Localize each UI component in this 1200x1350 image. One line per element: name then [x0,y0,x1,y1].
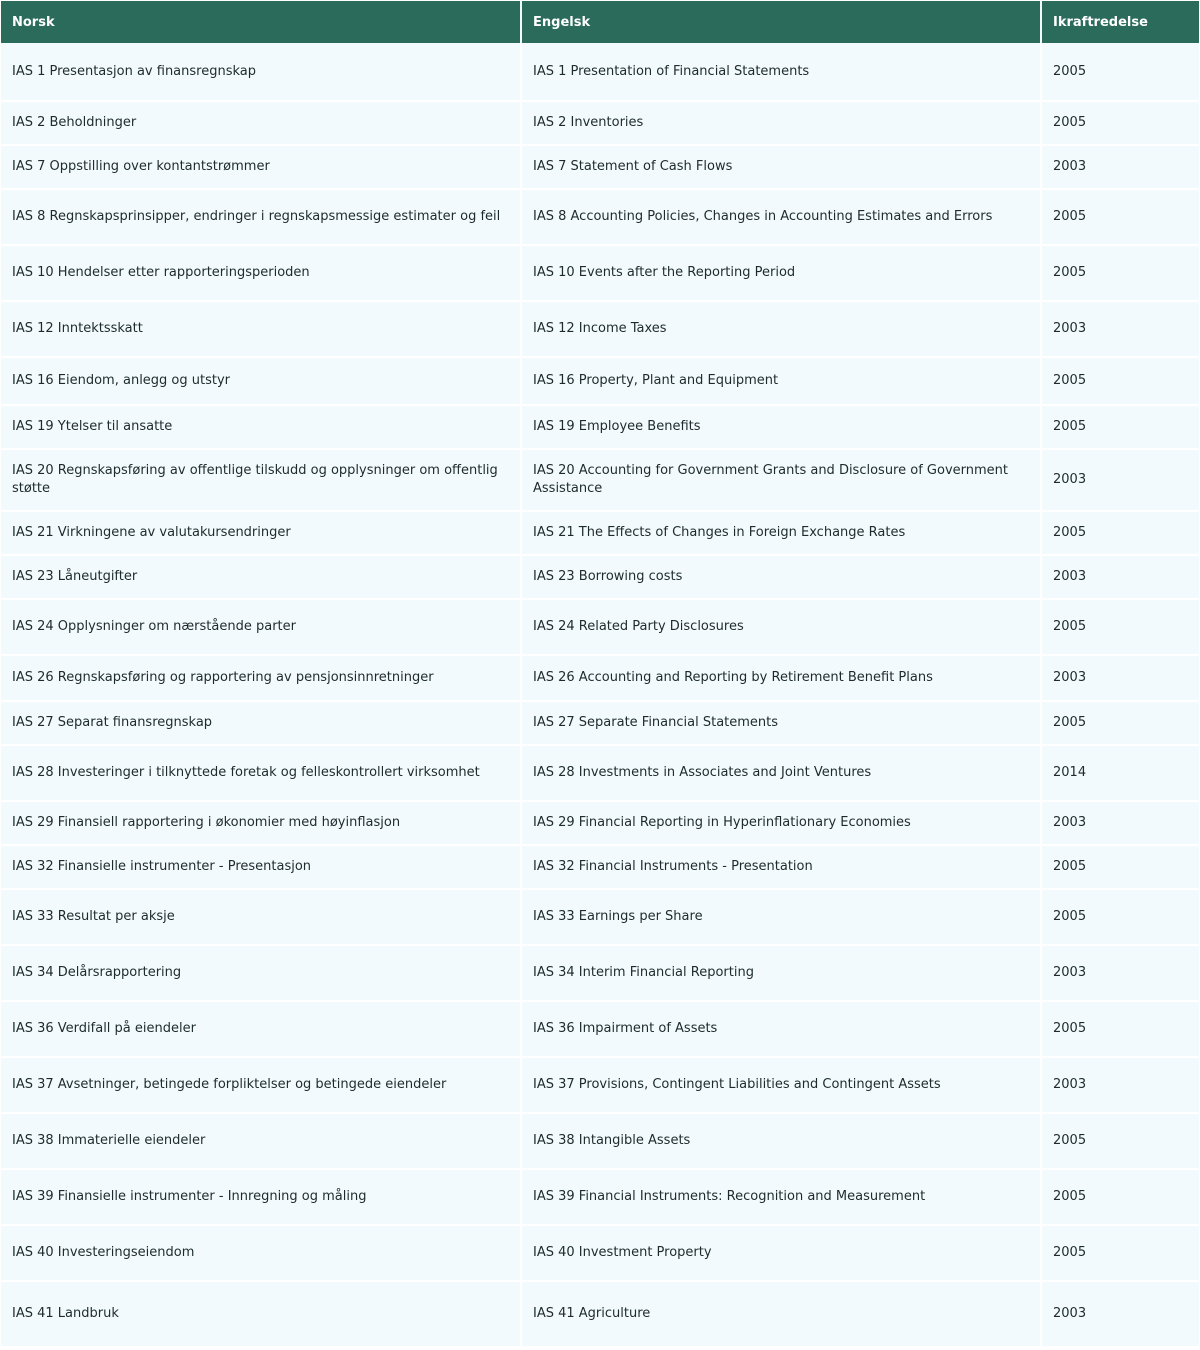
cell-norsk: IAS 33 Resultat per aksje [1,889,521,945]
cell-engelsk: IAS 8 Accounting Policies, Changes in Accounting Estimates and Errors [521,189,1041,245]
table-row [1,357,1199,405]
cell-ikraftredelse: 2003 [1041,145,1199,189]
table-body [1,43,1199,1347]
table-row [1,43,1199,101]
cell-engelsk: IAS 28 Investments in Associates and Joint Ventures [521,745,1041,801]
cell-engelsk: IAS 39 Financial Instruments: Recognition and Measurement [521,1169,1041,1225]
cell-engelsk: IAS 20 Accounting for Government Grants and Disclosure of Government Assistance [521,449,1041,511]
cell-norsk: IAS 27 Separat finansregnskap [1,701,521,745]
cell-engelsk: IAS 19 Employee Benefits [521,405,1041,449]
cell-engelsk: IAS 2 Inventories [521,101,1041,145]
cell-norsk: IAS 16 Eiendom, anlegg og utstyr [1,357,521,405]
cell-ikraftredelse: 2005 [1041,701,1199,745]
cell-engelsk: IAS 10 Events after the Reporting Period [521,245,1041,301]
cell-engelsk: IAS 26 Accounting and Reporting by Retirement Benefit Plans [521,655,1041,701]
cell-ikraftredelse: 2005 [1041,1225,1199,1281]
cell-ikraftredelse: 2003 [1041,449,1199,511]
cell-ikraftredelse: 2003 [1041,801,1199,845]
cell-ikraftredelse: 2003 [1041,1281,1199,1347]
cell-ikraftredelse: 2003 [1041,655,1199,701]
table-row [1,555,1199,599]
cell-ikraftredelse: 2003 [1041,301,1199,357]
cell-ikraftredelse: 2005 [1041,357,1199,405]
cell-norsk: IAS 32 Finansielle instrumenter - Presentasjon [1,845,521,889]
cell-norsk: IAS 34 Delårsrapportering [1,945,521,1001]
cell-engelsk: IAS 33 Earnings per Share [521,889,1041,945]
cell-norsk: IAS 29 Finansiell rapportering i økonomier med høyinflasjon [1,801,521,845]
table-row [1,701,1199,745]
cell-ikraftredelse: 2005 [1041,405,1199,449]
cell-ikraftredelse: 2005 [1041,245,1199,301]
cell-ikraftredelse: 2005 [1041,889,1199,945]
cell-norsk: IAS 37 Avsetninger, betingede forpliktelser og betingede eiendeler [1,1057,521,1113]
cell-norsk: IAS 26 Regnskapsføring og rapportering av pensjonsinnretninger [1,655,521,701]
cell-ikraftredelse: 2005 [1041,1169,1199,1225]
table-header-row [1,1,1199,43]
cell-ikraftredelse: 2005 [1041,599,1199,655]
table-row [1,1001,1199,1057]
table-row [1,511,1199,555]
table-row [1,655,1199,701]
cell-engelsk: IAS 38 Intangible Assets [521,1113,1041,1169]
cell-engelsk: IAS 37 Provisions, Contingent Liabilities and Contingent Assets [521,1057,1041,1113]
column-header-ikraftredelse: Ikraftredelse [1041,1,1199,43]
column-header-norsk: Norsk [1,1,521,43]
cell-engelsk: IAS 40 Investment Property [521,1225,1041,1281]
table-row [1,889,1199,945]
cell-norsk: IAS 24 Opplysninger om nærstående parter [1,599,521,655]
cell-ikraftredelse: 2003 [1041,1057,1199,1113]
table-row [1,101,1199,145]
cell-engelsk: IAS 24 Related Party Disclosures [521,599,1041,655]
cell-norsk: IAS 7 Oppstilling over kontantstrømmer [1,145,521,189]
cell-engelsk: IAS 16 Property, Plant and Equipment [521,357,1041,405]
cell-ikraftredelse: 2005 [1041,43,1199,101]
cell-norsk: IAS 40 Investeringseiendom [1,1225,521,1281]
cell-norsk: IAS 19 Ytelser til ansatte [1,405,521,449]
table-row [1,449,1199,511]
table-row [1,1057,1199,1113]
cell-engelsk: IAS 7 Statement of Cash Flows [521,145,1041,189]
standards-table [1,1,1199,1348]
cell-norsk: IAS 23 Låneutgifter [1,555,521,599]
cell-norsk: IAS 41 Landbruk [1,1281,521,1347]
cell-norsk: IAS 12 Inntektsskatt [1,301,521,357]
cell-engelsk: IAS 21 The Effects of Changes in Foreign Exchange Rates [521,511,1041,555]
cell-engelsk: IAS 34 Interim Financial Reporting [521,945,1041,1001]
cell-norsk: IAS 2 Beholdninger [1,101,521,145]
cell-ikraftredelse: 2005 [1041,845,1199,889]
table-row [1,945,1199,1001]
cell-ikraftredelse: 2005 [1041,101,1199,145]
cell-norsk: IAS 36 Verdifall på eiendeler [1,1001,521,1057]
cell-engelsk: IAS 1 Presentation of Financial Statements [521,43,1041,101]
table-row [1,801,1199,845]
cell-norsk: IAS 20 Regnskapsføring av offentlige tilskudd og opplysninger om offentlig støtte [1,449,521,511]
table-row [1,1113,1199,1169]
cell-norsk: IAS 1 Presentasjon av finansregnskap [1,43,521,101]
table-row [1,1281,1199,1347]
cell-ikraftredelse: 2005 [1041,1113,1199,1169]
table-row [1,245,1199,301]
cell-engelsk: IAS 41 Agriculture [521,1281,1041,1347]
table-row [1,405,1199,449]
cell-ikraftredelse: 2003 [1041,555,1199,599]
cell-norsk: IAS 10 Hendelser etter rapporteringsperioden [1,245,521,301]
cell-ikraftredelse: 2005 [1041,189,1199,245]
cell-norsk: IAS 38 Immaterielle eiendeler [1,1113,521,1169]
table-row [1,189,1199,245]
table-row [1,745,1199,801]
cell-engelsk: IAS 29 Financial Reporting in Hyperinflationary Economies [521,801,1041,845]
cell-ikraftredelse: 2005 [1041,511,1199,555]
cell-norsk: IAS 28 Investeringer i tilknyttede foretak og felleskontrollert virksomhet [1,745,521,801]
table-row [1,1225,1199,1281]
table-row [1,599,1199,655]
cell-engelsk: IAS 12 Income Taxes [521,301,1041,357]
cell-norsk: IAS 8 Regnskapsprinsipper, endringer i regnskapsmessige estimater og feil [1,189,521,245]
cell-ikraftredelse: 2003 [1041,945,1199,1001]
cell-engelsk: IAS 36 Impairment of Assets [521,1001,1041,1057]
cell-engelsk: IAS 32 Financial Instruments - Presentation [521,845,1041,889]
cell-norsk: IAS 39 Finansielle instrumenter - Innregning og måling [1,1169,521,1225]
table-row [1,845,1199,889]
table-row [1,301,1199,357]
cell-ikraftredelse: 2014 [1041,745,1199,801]
cell-engelsk: IAS 23 Borrowing costs [521,555,1041,599]
cell-ikraftredelse: 2005 [1041,1001,1199,1057]
table-row [1,145,1199,189]
column-header-engelsk: Engelsk [521,1,1041,43]
table-row [1,1169,1199,1225]
cell-engelsk: IAS 27 Separate Financial Statements [521,701,1041,745]
cell-norsk: IAS 21 Virkningene av valutakursendringer [1,511,521,555]
